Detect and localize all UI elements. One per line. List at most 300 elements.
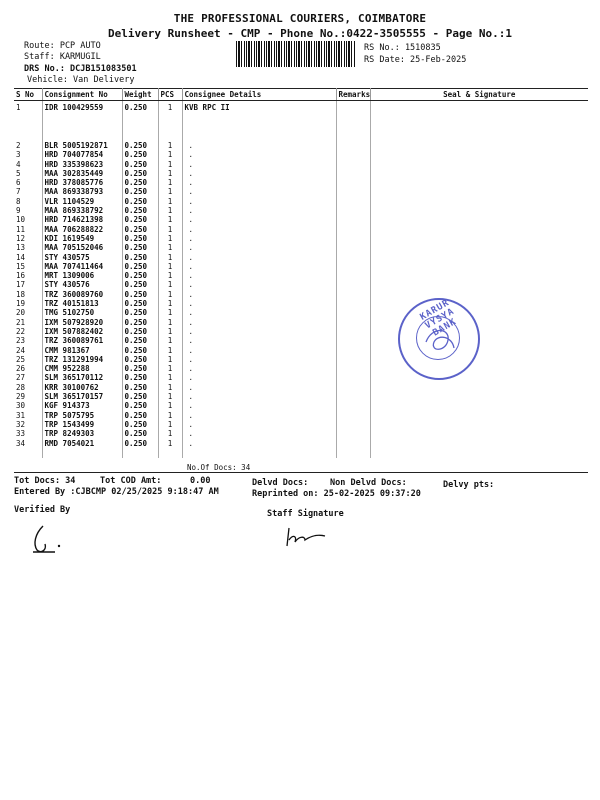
row-consignment: TRP 1543499 xyxy=(42,420,122,429)
row-seal xyxy=(370,225,588,234)
row-weight: 0.250 xyxy=(122,178,158,187)
row-pcs: 1 xyxy=(158,392,182,401)
header-weight: Weight xyxy=(122,89,158,101)
table-row xyxy=(14,150,588,159)
row-remarks xyxy=(336,401,370,410)
row-pcs: 1 xyxy=(158,299,182,308)
row-details: . xyxy=(182,178,336,187)
row-details: . xyxy=(182,290,336,299)
table-row xyxy=(14,318,588,327)
row-weight: 0.250 xyxy=(122,439,158,448)
row-pcs: 1 xyxy=(158,439,182,448)
staff-label: Staff: KARMUGIL xyxy=(24,52,101,62)
runsheet-subtitle: Delivery Runsheet - CMP - Phone No.:0422-3505555 - Page No.:1 xyxy=(108,27,512,40)
row-seal xyxy=(370,243,588,252)
row-seal xyxy=(370,262,588,271)
row-sno: 28 xyxy=(14,383,42,392)
header-sno: S No xyxy=(14,89,42,101)
row-remarks xyxy=(336,160,370,169)
row-details: . xyxy=(182,327,336,336)
row-remarks xyxy=(336,271,370,280)
staff-signature-label: Staff Signature xyxy=(267,509,344,519)
row-consignment: HRD 335398623 xyxy=(42,160,122,169)
row-details: . xyxy=(182,411,336,420)
row-weight: 0.250 xyxy=(122,187,158,196)
row-weight: 0.250 xyxy=(122,225,158,234)
bank-stamp xyxy=(398,298,480,380)
row-remarks xyxy=(336,234,370,243)
table-body xyxy=(14,101,588,458)
row-details: . xyxy=(182,401,336,410)
table-bottom-rule xyxy=(14,472,588,473)
header-consignment: Consignment No xyxy=(42,89,122,101)
row-remarks xyxy=(336,308,370,317)
row-pcs: 1 xyxy=(158,178,182,187)
row-details: . xyxy=(182,308,336,317)
row-weight: 0.250 xyxy=(122,197,158,206)
row-consignment: IXM 507928920 xyxy=(42,318,122,327)
row-sno: 23 xyxy=(14,336,42,345)
row-details: . xyxy=(182,280,336,289)
row-remarks xyxy=(336,178,370,187)
row-consignment: MAA 869338792 xyxy=(42,206,122,215)
header-pcs: PCS xyxy=(158,89,182,101)
row-consignment: CMM 952288 xyxy=(42,364,122,373)
table-row xyxy=(14,187,588,196)
row-weight: 0.250 xyxy=(122,364,158,373)
row-pcs: 1 xyxy=(158,346,182,355)
drs-number: DRS No.: DCJB151083501 xyxy=(24,64,137,74)
row-pcs: 1 xyxy=(158,206,182,215)
row-weight: 0.250 xyxy=(122,383,158,392)
table-row xyxy=(14,169,588,178)
table-row xyxy=(14,383,588,392)
row-remarks xyxy=(336,197,370,206)
row-weight: 0.250 xyxy=(122,336,158,345)
row-details: . xyxy=(182,160,336,169)
row-remarks xyxy=(336,411,370,420)
row-pcs: 1 xyxy=(158,364,182,373)
row-sno: 9 xyxy=(14,206,42,215)
row-pcs: 1 xyxy=(158,234,182,243)
stamp-scribble-icon xyxy=(420,322,460,358)
row-sno: 33 xyxy=(14,429,42,438)
row-sno: 22 xyxy=(14,327,42,336)
row-consignment: HRD 704077854 xyxy=(42,150,122,159)
row-remarks xyxy=(336,383,370,392)
row-sno: 26 xyxy=(14,364,42,373)
row-seal xyxy=(370,234,588,243)
table-row xyxy=(14,225,588,234)
row-sno: 18 xyxy=(14,290,42,299)
row-pcs: 1 xyxy=(158,420,182,429)
row-weight: 0.250 xyxy=(122,401,158,410)
row-pcs: 1 xyxy=(158,243,182,252)
row-sno: 16 xyxy=(14,271,42,280)
table-row xyxy=(14,101,588,142)
runsheet-table xyxy=(14,88,588,458)
row-seal xyxy=(370,429,588,438)
row-seal xyxy=(370,364,588,373)
table-row xyxy=(14,215,588,224)
row-details: . xyxy=(182,141,336,150)
row-seal xyxy=(370,411,588,420)
row-seal xyxy=(370,271,588,280)
row-remarks xyxy=(336,169,370,178)
row-pcs: 1 xyxy=(158,308,182,317)
row-remarks xyxy=(336,355,370,364)
row-remarks xyxy=(336,101,370,142)
row-weight: 0.250 xyxy=(122,346,158,355)
row-details: . xyxy=(182,187,336,196)
table-row xyxy=(14,308,588,317)
table-row xyxy=(14,429,588,438)
row-consignment: HRD 714621398 xyxy=(42,215,122,224)
row-sno: 30 xyxy=(14,401,42,410)
reprinted-on: Reprinted on: 25-02-2025 09:37:20 xyxy=(252,489,421,499)
row-details: KVB RPC II xyxy=(182,101,336,142)
row-pcs: 1 xyxy=(158,373,182,382)
row-sno: 32 xyxy=(14,420,42,429)
row-consignment: MRT 1309006 xyxy=(42,271,122,280)
row-consignment: KRR 30100762 xyxy=(42,383,122,392)
row-seal xyxy=(370,290,588,299)
table-row xyxy=(14,160,588,169)
row-seal xyxy=(370,299,588,308)
row-details: . xyxy=(182,364,336,373)
row-weight: 0.250 xyxy=(122,215,158,224)
table-row xyxy=(14,346,588,355)
row-seal xyxy=(370,169,588,178)
row-consignment: TRP 8249303 xyxy=(42,429,122,438)
row-seal xyxy=(370,392,588,401)
row-consignment: KGF 914373 xyxy=(42,401,122,410)
row-pcs: 1 xyxy=(158,215,182,224)
row-pcs: 1 xyxy=(158,197,182,206)
row-remarks xyxy=(336,318,370,327)
delvy-pts: Delvy pts: xyxy=(443,480,495,490)
row-sno: 24 xyxy=(14,346,42,355)
row-details: . xyxy=(182,355,336,364)
row-seal xyxy=(370,383,588,392)
row-seal xyxy=(370,187,588,196)
row-remarks xyxy=(336,364,370,373)
rs-number: RS No.: 1510835 xyxy=(364,43,441,53)
row-details: . xyxy=(182,383,336,392)
row-sno: 13 xyxy=(14,243,42,252)
row-pcs: 1 xyxy=(158,225,182,234)
row-consignment: RMD 7054021 xyxy=(42,439,122,448)
staff-signature-icon xyxy=(283,522,333,552)
verified-by-label: Verified By xyxy=(14,505,71,515)
row-details: . xyxy=(182,439,336,448)
row-sno: 2 xyxy=(14,141,42,150)
row-sno: 1 xyxy=(14,101,42,142)
row-details: . xyxy=(182,373,336,382)
row-remarks xyxy=(336,150,370,159)
row-remarks xyxy=(336,346,370,355)
row-weight: 0.250 xyxy=(122,429,158,438)
row-pcs: 1 xyxy=(158,355,182,364)
table-row xyxy=(14,280,588,289)
row-pcs: 1 xyxy=(158,327,182,336)
row-sno: 15 xyxy=(14,262,42,271)
row-weight: 0.250 xyxy=(122,141,158,150)
row-weight: 0.250 xyxy=(122,206,158,215)
table-row xyxy=(14,234,588,243)
row-weight: 0.250 xyxy=(122,327,158,336)
row-weight: 0.250 xyxy=(122,290,158,299)
table-row xyxy=(14,299,588,308)
row-weight: 0.250 xyxy=(122,355,158,364)
row-remarks xyxy=(336,327,370,336)
row-weight: 0.250 xyxy=(122,262,158,271)
row-sno: 34 xyxy=(14,439,42,448)
row-remarks xyxy=(336,439,370,448)
row-pcs: 1 xyxy=(158,290,182,299)
non-delvd-docs: Non Delvd Docs: xyxy=(330,478,407,488)
row-weight: 0.250 xyxy=(122,169,158,178)
row-pcs: 1 xyxy=(158,336,182,345)
row-consignment: MAA 869338793 xyxy=(42,187,122,196)
row-consignment: TRZ 360089761 xyxy=(42,336,122,345)
table-row xyxy=(14,141,588,150)
row-remarks xyxy=(336,243,370,252)
row-seal xyxy=(370,160,588,169)
row-details: . xyxy=(182,299,336,308)
row-consignment: IXM 507882402 xyxy=(42,327,122,336)
row-weight: 0.250 xyxy=(122,271,158,280)
row-remarks xyxy=(336,392,370,401)
row-weight: 0.250 xyxy=(122,318,158,327)
vehicle-label: Vehicle: Van Delivery xyxy=(27,75,135,85)
table-row xyxy=(14,373,588,382)
table-row xyxy=(14,253,588,262)
stamp-text: KARUR VYSYA BANK xyxy=(418,297,459,339)
header-seal: Seal & Signature xyxy=(370,89,588,101)
row-pcs: 1 xyxy=(158,411,182,420)
table-row xyxy=(14,364,588,373)
row-consignment: STY 430575 xyxy=(42,253,122,262)
row-consignment: HRD 378085776 xyxy=(42,178,122,187)
table-row xyxy=(14,206,588,215)
row-weight: 0.250 xyxy=(122,160,158,169)
row-remarks xyxy=(336,280,370,289)
row-seal xyxy=(370,215,588,224)
row-remarks xyxy=(336,373,370,382)
row-details: . xyxy=(182,271,336,280)
row-details: . xyxy=(182,215,336,224)
table-row xyxy=(14,271,588,280)
row-weight: 0.250 xyxy=(122,243,158,252)
row-consignment: TMG 5102750 xyxy=(42,308,122,317)
no-of-docs: No.Of Docs: 34 xyxy=(187,463,251,472)
row-seal xyxy=(370,206,588,215)
row-sno: 8 xyxy=(14,197,42,206)
row-seal xyxy=(370,308,588,317)
row-consignment: TRZ 40151813 xyxy=(42,299,122,308)
row-weight: 0.250 xyxy=(122,234,158,243)
row-pcs: 1 xyxy=(158,280,182,289)
row-details: . xyxy=(182,243,336,252)
row-seal xyxy=(370,178,588,187)
row-remarks xyxy=(336,420,370,429)
row-details: . xyxy=(182,429,336,438)
row-pcs: 1 xyxy=(158,187,182,196)
table-row xyxy=(14,439,588,448)
table-header-row xyxy=(14,89,588,101)
route-label: Route: PCP AUTO xyxy=(24,41,101,51)
row-sno: 31 xyxy=(14,411,42,420)
entered-by: Entered By :CJBCMP 02/25/2025 9:18:47 AM xyxy=(14,487,219,497)
row-seal xyxy=(370,197,588,206)
row-sno: 21 xyxy=(14,318,42,327)
row-consignment: IDR 100429559 xyxy=(42,101,122,142)
row-seal xyxy=(370,280,588,289)
row-remarks xyxy=(336,141,370,150)
row-remarks xyxy=(336,429,370,438)
row-consignment: KDI 1619549 xyxy=(42,234,122,243)
row-sno: 7 xyxy=(14,187,42,196)
row-pcs: 1 xyxy=(158,150,182,159)
row-pcs: 1 xyxy=(158,160,182,169)
row-consignment: TRZ 131291994 xyxy=(42,355,122,364)
row-weight: 0.250 xyxy=(122,373,158,382)
tot-cod-label: Tot COD Amt: xyxy=(100,476,162,486)
table-row xyxy=(14,290,588,299)
row-details: . xyxy=(182,318,336,327)
row-seal xyxy=(370,150,588,159)
row-details: . xyxy=(182,392,336,401)
tot-cod-value: 0.00 xyxy=(190,476,211,486)
row-seal xyxy=(370,141,588,150)
row-details: . xyxy=(182,336,336,345)
row-pcs: 1 xyxy=(158,101,182,142)
row-consignment: VLR 1104529 xyxy=(42,197,122,206)
row-remarks xyxy=(336,253,370,262)
table-row xyxy=(14,392,588,401)
row-sno: 19 xyxy=(14,299,42,308)
header-remarks: Remarks xyxy=(336,89,370,101)
row-weight: 0.250 xyxy=(122,420,158,429)
row-details: . xyxy=(182,169,336,178)
table-row xyxy=(14,355,588,364)
row-weight: 0.250 xyxy=(122,253,158,262)
row-remarks xyxy=(336,206,370,215)
row-pcs: 1 xyxy=(158,429,182,438)
row-seal xyxy=(370,439,588,448)
row-consignment: TRP 5075795 xyxy=(42,411,122,420)
row-pcs: 1 xyxy=(158,318,182,327)
row-sno: 5 xyxy=(14,169,42,178)
row-consignment: MAA 302835449 xyxy=(42,169,122,178)
row-seal xyxy=(370,253,588,262)
barcode-image xyxy=(236,41,356,67)
verified-signature-icon xyxy=(25,522,65,557)
row-weight: 0.250 xyxy=(122,411,158,420)
table-row xyxy=(14,327,588,336)
row-pcs: 1 xyxy=(158,169,182,178)
row-sno: 11 xyxy=(14,225,42,234)
row-weight: 0.250 xyxy=(122,150,158,159)
row-remarks xyxy=(336,215,370,224)
row-sno: 27 xyxy=(14,373,42,382)
row-weight: 0.250 xyxy=(122,101,158,142)
row-remarks xyxy=(336,225,370,234)
row-weight: 0.250 xyxy=(122,308,158,317)
table-row xyxy=(14,262,588,271)
table-row xyxy=(14,411,588,420)
row-sno: 29 xyxy=(14,392,42,401)
row-seal xyxy=(370,373,588,382)
table-row xyxy=(14,243,588,252)
row-pcs: 1 xyxy=(158,253,182,262)
row-remarks xyxy=(336,262,370,271)
row-remarks xyxy=(336,290,370,299)
row-weight: 0.250 xyxy=(122,392,158,401)
row-details: . xyxy=(182,206,336,215)
row-sno: 4 xyxy=(14,160,42,169)
row-pcs: 1 xyxy=(158,141,182,150)
tot-docs: Tot Docs: 34 xyxy=(14,476,76,486)
row-remarks xyxy=(336,187,370,196)
table-row xyxy=(14,420,588,429)
row-details: . xyxy=(182,262,336,271)
row-seal xyxy=(370,101,588,142)
header-consignee: Consignee Details xyxy=(182,89,336,101)
row-sno: 17 xyxy=(14,280,42,289)
row-sno: 25 xyxy=(14,355,42,364)
row-remarks xyxy=(336,299,370,308)
row-sno: 14 xyxy=(14,253,42,262)
row-sno: 12 xyxy=(14,234,42,243)
row-consignment: MAA 707411464 xyxy=(42,262,122,271)
row-sno: 3 xyxy=(14,150,42,159)
row-consignment: SLM 365170157 xyxy=(42,392,122,401)
row-details: . xyxy=(182,420,336,429)
row-sno: 20 xyxy=(14,308,42,317)
table-row xyxy=(14,197,588,206)
row-pcs: 1 xyxy=(158,262,182,271)
row-seal xyxy=(370,401,588,410)
row-consignment: TRZ 360089760 xyxy=(42,290,122,299)
row-remarks xyxy=(336,336,370,345)
rs-date: RS Date: 25-Feb-2025 xyxy=(364,55,467,65)
row-consignment: STY 430576 xyxy=(42,280,122,289)
row-consignment: CMM 981367 xyxy=(42,346,122,355)
row-consignment: MAA 705152046 xyxy=(42,243,122,252)
table-filler-row xyxy=(14,448,588,458)
row-sno: 10 xyxy=(14,215,42,224)
row-pcs: 1 xyxy=(158,271,182,280)
delvd-docs: Delvd Docs: xyxy=(252,478,309,488)
row-weight: 0.250 xyxy=(122,299,158,308)
row-pcs: 1 xyxy=(158,401,182,410)
row-details: . xyxy=(182,346,336,355)
table-row xyxy=(14,336,588,345)
row-pcs: 1 xyxy=(158,383,182,392)
table-row xyxy=(14,178,588,187)
row-consignment: MAA 706288822 xyxy=(42,225,122,234)
row-weight: 0.250 xyxy=(122,280,158,289)
row-details: . xyxy=(182,234,336,243)
row-details: . xyxy=(182,150,336,159)
row-details: . xyxy=(182,197,336,206)
row-sno: 6 xyxy=(14,178,42,187)
table-row xyxy=(14,401,588,410)
row-details: . xyxy=(182,225,336,234)
row-details: . xyxy=(182,253,336,262)
